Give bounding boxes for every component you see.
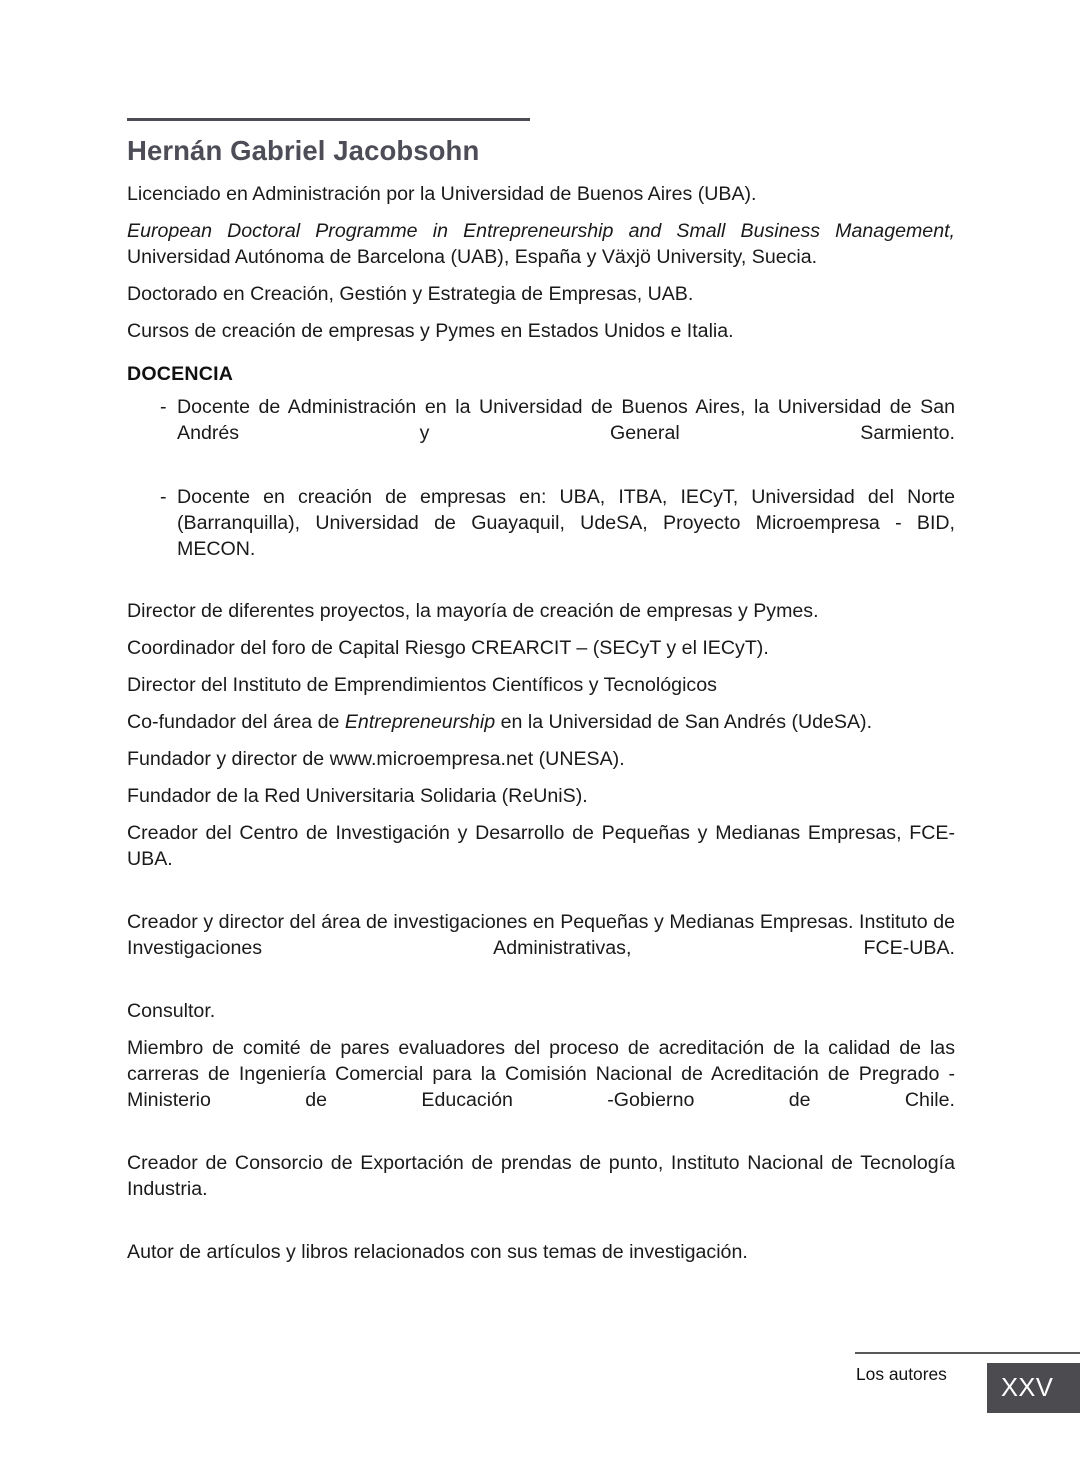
list-item <box>127 394 955 472</box>
section-heading-docencia: DOCENCIA <box>127 362 234 385</box>
paragraph-creator-center: Creador del Centro de Investigación y Desarrollo de Pequeñas y Medianas Empresas, FCE-UBA. <box>127 821 955 870</box>
paragraph-director-institute: Director del Instituto de Emprendimientos Científicos y Tecnológicos <box>127 673 717 696</box>
dash-marker-icon: - <box>160 395 167 418</box>
paragraph-founder-microempresa: Fundador y director de www.microempresa.net (UNESA). <box>127 747 625 770</box>
paragraph-cofounder-udesa <box>127 709 955 735</box>
list-item <box>127 484 955 588</box>
footer-label: Los autores <box>856 1364 947 1384</box>
paragraph-creator-consortium: Creador de Consorcio de Exportación de prendas de punto, Instituto Nacional de Tecnología Industria. <box>127 1151 955 1200</box>
paragraph-degree: Licenciado en Administración por la Universidad de Buenos Aires (UBA). <box>127 182 757 205</box>
programme-rest-text: Universidad Autónoma de Barcelona (UAB), España y Växjö University, Suecia. <box>127 245 818 268</box>
list-item-text: Docente de Administración en la Universidad de Buenos Aires, la Universidad de San Andrés y General Sarmiento. <box>177 395 955 444</box>
title-divider <box>127 118 530 121</box>
cofounder-italic-term: Entrepreneurship <box>344 710 496 733</box>
cofounder-text-before: Co-fundador del área de <box>127 710 345 733</box>
paragraph-committee-member: Miembro de comité de pares evaluadores del proceso de acreditación de la calidad de las carreras de Ingeniería Comercial para la Comisión Nacional de Acreditación de Pregrado - Ministerio de Educación -Gobierno de Chile. <box>127 1036 955 1111</box>
page-footer <box>855 1352 1080 1422</box>
paragraph-doctorate: Doctorado en Creación, Gestión y Estrategia de Empresas, UAB. <box>127 282 694 305</box>
page-content <box>127 118 955 1276</box>
page-number: XXV <box>1001 1374 1054 1402</box>
list-item-text: Docente en creación de empresas en: UBA, ITBA, IECyT, Universidad del Norte (Barranquilla), Universidad de Guayaquil, UdeSA, Proyecto Microempresa - BID, MECON. <box>177 485 955 560</box>
page-number-badge <box>987 1363 1080 1413</box>
paragraph-consultant: Consultor. <box>127 999 216 1022</box>
paragraph-courses: Cursos de creación de empresas y Pymes en Estados Unidos e Italia. <box>127 319 734 342</box>
paragraph-founder-reunis: Fundador de la Red Universitaria Solidaria (ReUniS). <box>127 784 588 807</box>
page-title: Hernán Gabriel Jacobsohn <box>127 135 480 166</box>
paragraph-director-projects: Director de diferentes proyectos, la mayoría de creación de empresas y Pymes. <box>127 599 819 622</box>
cofounder-text-after: en la Universidad de San Andrés (UdeSA). <box>495 710 873 733</box>
docencia-list <box>127 394 955 588</box>
programme-italic-text: European Doctoral Programme in Entrepreneurship and Small Business Management, <box>127 219 955 242</box>
footer-divider <box>855 1352 1080 1354</box>
dash-marker-icon: - <box>160 485 167 508</box>
paragraph-doctoral-programme <box>127 218 955 270</box>
paragraph-coordinator-crearcit: Coordinador del foro de Capital Riesgo CREARCIT – (SECyT y el IECyT). <box>127 636 769 659</box>
paragraph-creator-director-area: Creador y director del área de investigaciones en Pequeñas y Medianas Empresas. Instituto de Investigaciones Administrativas, FCE-UBA. <box>127 910 955 959</box>
paragraph-author-articles: Autor de artículos y libros relacionados con sus temas de investigación. <box>127 1240 748 1263</box>
